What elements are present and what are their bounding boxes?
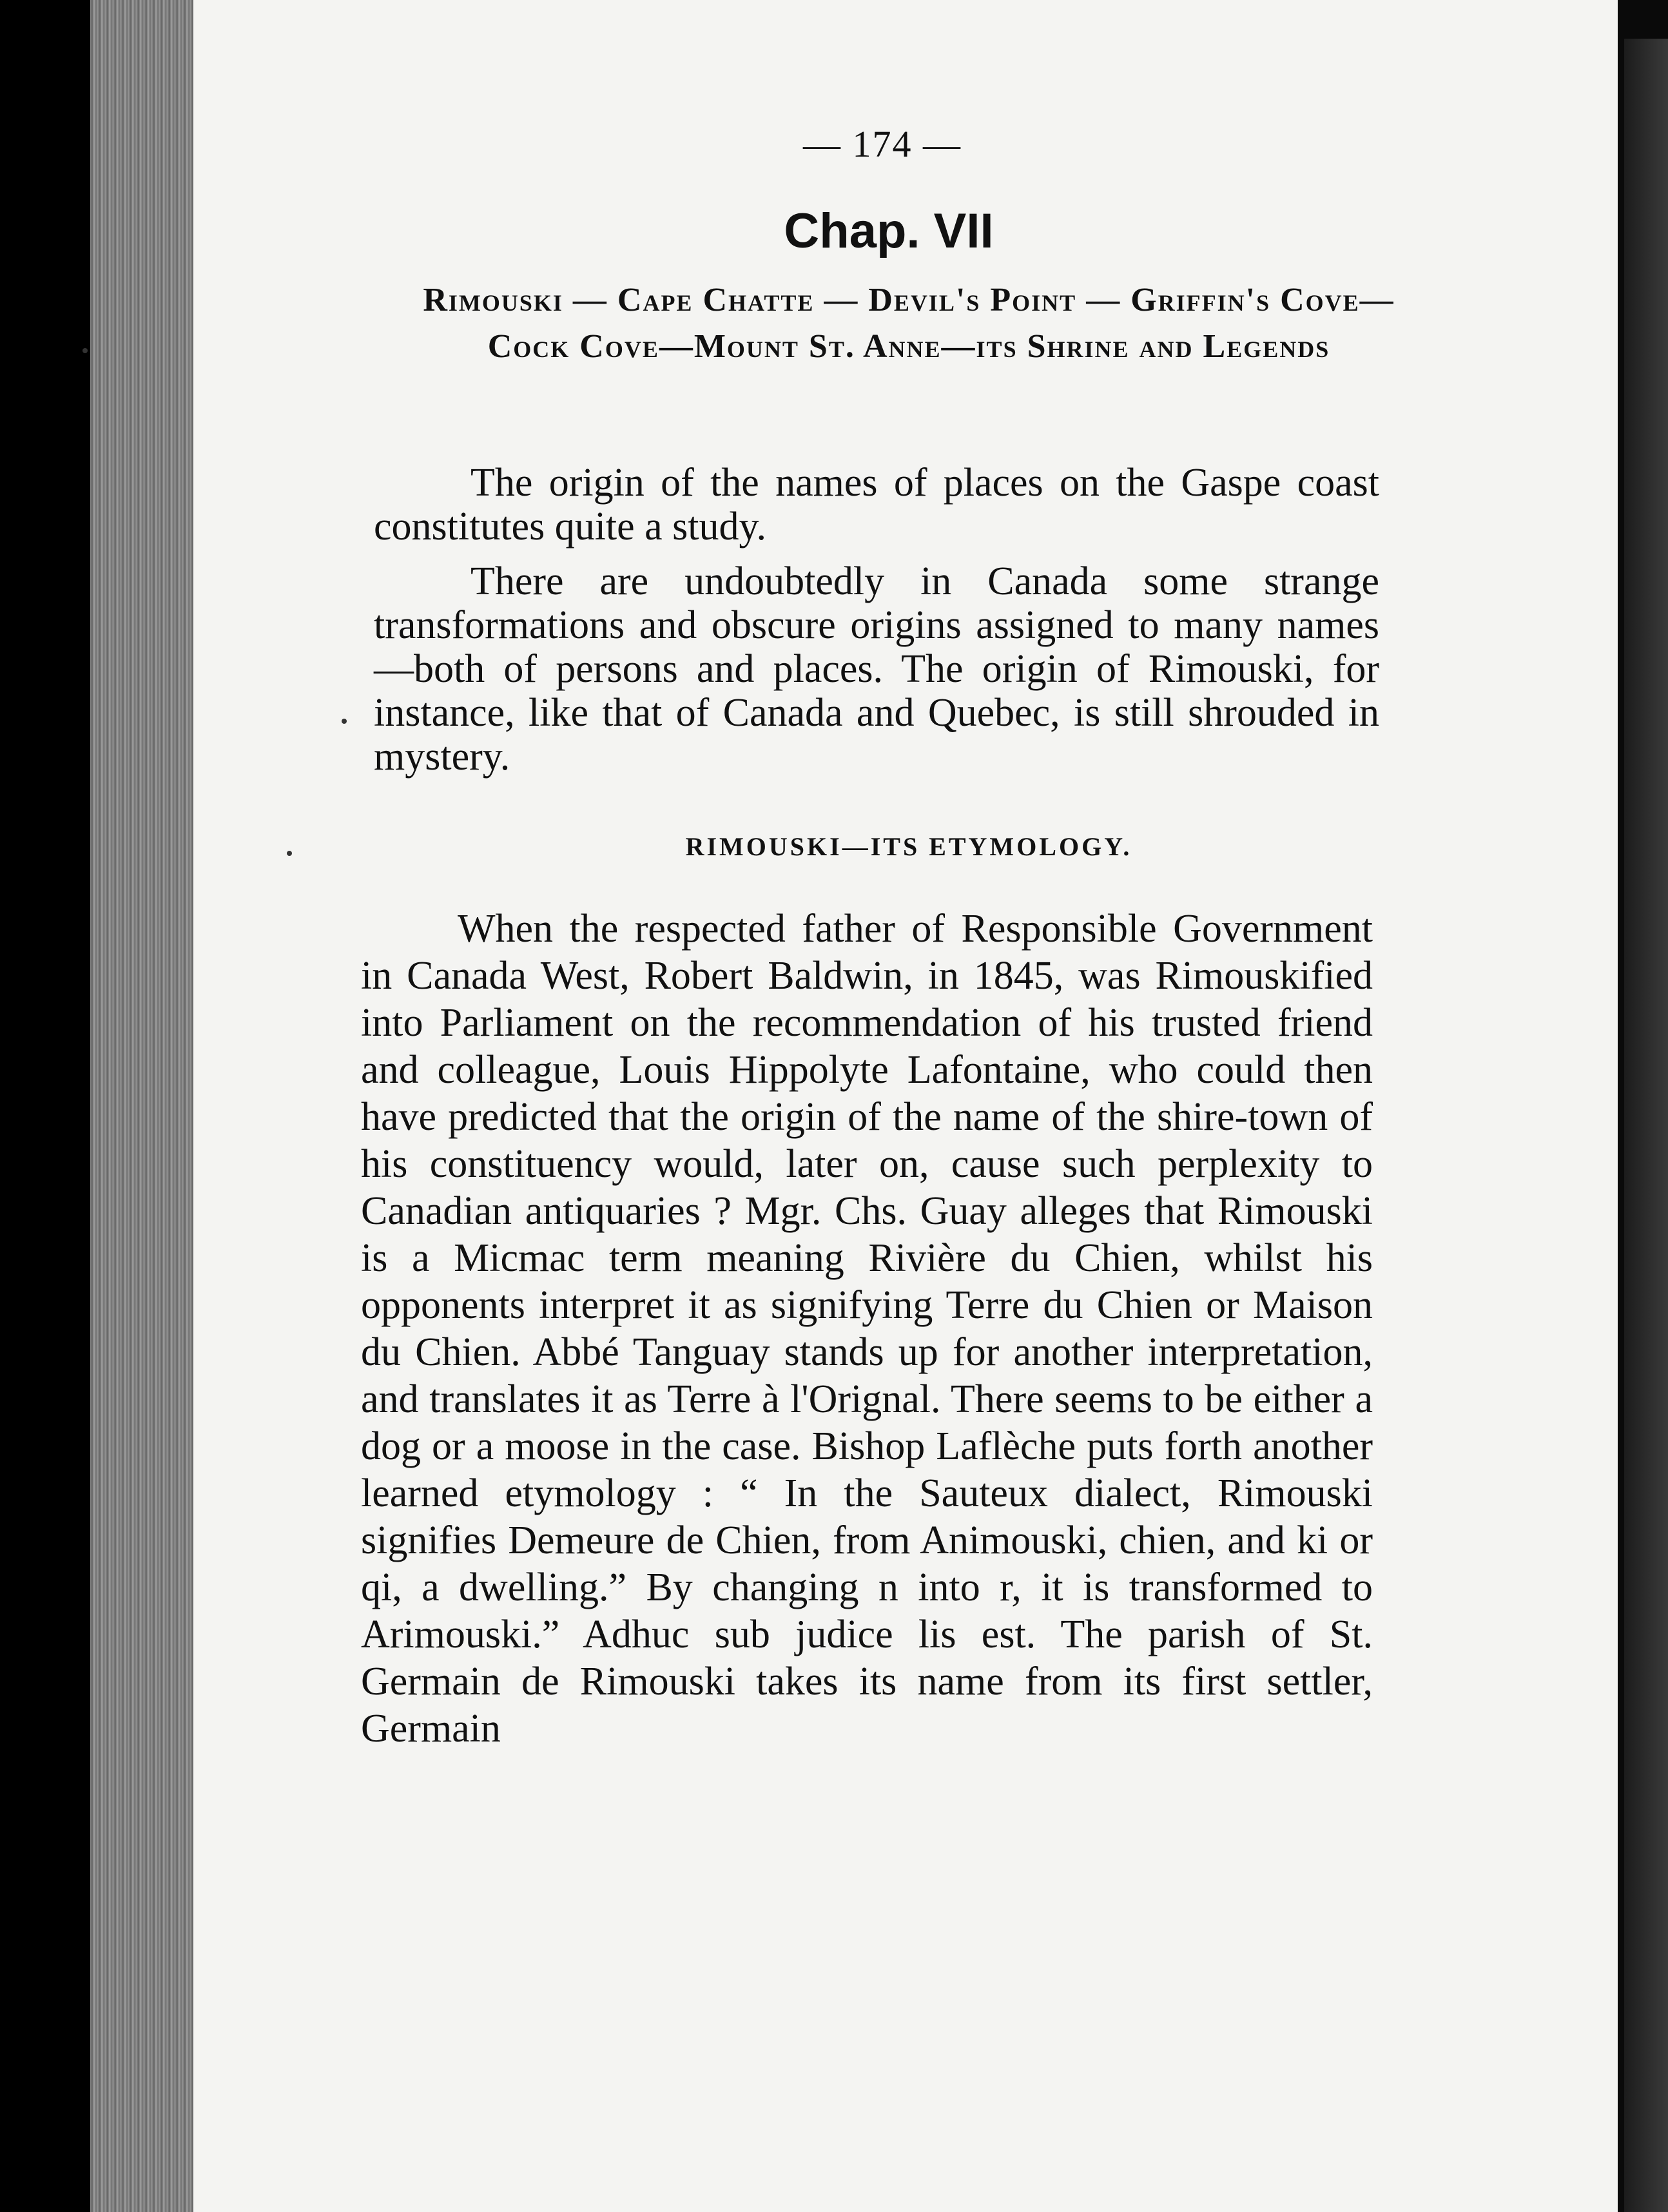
chapter-subtitle: Rimouski — Cape Chatte — Devil's Point — Griffin's Cove—Cock Cove—Mount St. Anne—its Shrine and Legends	[423, 282, 1395, 365]
speck	[342, 719, 347, 724]
chapter-title: Chap. VII	[784, 204, 994, 258]
body-paragraph: The origin of the names of places on the Gaspe coast constitutes quite a study.	[374, 461, 1379, 548]
next-page-edge	[1624, 39, 1668, 2212]
speck	[82, 348, 88, 353]
section-heading: RIMOUSKI—ITS ETYMOLOGY.	[685, 832, 1132, 861]
speck	[287, 851, 292, 856]
page-number: — 174 —	[803, 123, 962, 165]
section-paragraph: When the respected father of Responsible Government in Canada West, Robert Baldwin, in 1845, was Rimouskified into Parliament on the recommendation of his trusted friend and colleague, Louis Hippolyte Lafontaine, who could then have predicted that the origin of the name of the shire-town of his constituency would, later on, cause such perplexity to Canadian antiquaries ? Mgr. Chs. Guay alleges that Rimouski is a Micmac term meaning Rivière du Chien, whilst his opponents interpret it as signifying Terre du Chien or Maison du Chien. Abbé Tanguay stands up for another interpretation, and translates it as Terre à l'Orignal. There seems to be either a dog or a moose in the case. Bishop Laflèche puts forth another learned etymology : “ In the Sauteux dialect, Rimouski signifies Demeure de Chien, from Animouski, chien, and ki or qi, a dwelling.” By changing n into r, it is transformed to Arimouski.” Adhuc sub judice lis est. The parish of St. Germain de Rimouski takes its name from its first settler, Germain	[361, 907, 1373, 1751]
body-paragraph: There are undoubtedly in Canada some strange transformations and obscure origins assigned to many names—both of persons and places. The origin of Rimouski, for instance, like that of Canada and Quebec, is still shrouded in mystery.	[374, 559, 1379, 779]
